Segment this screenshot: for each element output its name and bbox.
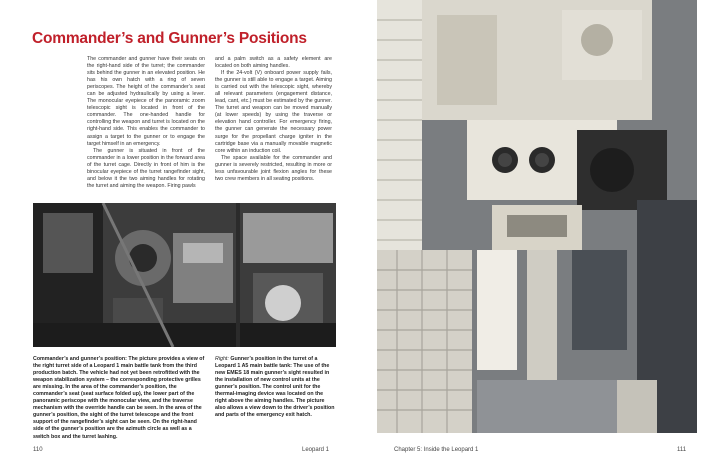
caption-lead: Right: [215, 356, 229, 362]
body-column-2 [215, 56, 332, 183]
body-column-1 [87, 56, 205, 190]
right-page-number: 111 [677, 447, 687, 453]
turret-photo-illustration [33, 203, 336, 347]
page-heading: Commander’s and Gunner’s Positions [32, 30, 307, 47]
left-photo-caption: Commander’s and gunner’s position: The picture provides a view of the right turret side of a Leopard 1 main battle tank from the third production batch. The vehicle had not yet been retrofitted with the weapon stabilization system – the corresponding protective grilles are missing. In the area of the commander’s position, the commander’s seat (seat surface folded up), the lower part of the panoramic periscope with the monocular view, and the traverse mechanism with the override handle can be seen. In the area of the gunner’s position, the sight of the turret telescope and the front support of the rangefinder’s sight can be seen. On the right-hand side of the gunner’s position are the azimuth circle as well as a switch box and the turret lashing. [33, 356, 205, 440]
body-paragraph: The space available for the commander and gunner is severely restricted, resulting in more or less unfavourable joint flexion angles for these two crew members in all seating positions. [215, 154, 332, 182]
body-paragraph: The gunner is situated in front of the commander in a lower position in the forward area of the turret cage. Directly in front of him is the binocular eyepiece of the turret rangefinder sight, and below it the two aiming handles for rotating the turret and aiming the weapon. Firing pawls [87, 147, 205, 189]
gunner-position-illustration [377, 0, 697, 433]
left-running-title: Leopard 1 [302, 447, 330, 453]
left-page-number: 110 [33, 447, 43, 453]
body-paragraph: and a palm switch as a safety element are located on both aiming handles. [215, 56, 332, 70]
right-photo-caption [215, 356, 336, 419]
gunner-position-color-photo [377, 0, 697, 433]
black-and-white-turret-photo [33, 203, 336, 347]
right-running-title: Chapter 5: Inside the Leopard 1 [394, 447, 479, 453]
body-paragraph: If the 24-volt (V) onboard power supply fails, the gunner is still able to engage a target. Aiming is carried out with the telescopic sight, whereby all relevant parameters (engagement distance, lead, cant, etc.) must be estimated by the gunner. The turret and weapon can be moved manually (at lower speeds) by using the traverse or elevation hand controller. For emergency firing, the gunner can generate the necessary power surge for the propellant charge igniter in the cartridge base via a manually movable magnetic core within an induction coil. [215, 70, 332, 154]
caption-text: Gunner’s position in the turret of a Leopard 1 A5 main battle tank: The use of the new EMES 18 main gunner’s sight resulted in the installation of new control units at the gunner’s position. The control unit for the thermal-imaging device was located on the right above the aiming handles. The picture also allows a view down to the driver’s position and parts of the emergency exit hatch. [215, 356, 335, 419]
body-paragraph: The commander and gunner have their seats on the right-hand side of the turret; the commander sits behind the gunner in an elevated position. He has his own hatch with a ring of seven periscopes. The height of the commander’s seat can be adjusted hydraulically by using a lever. The monocular eyepiece of the panoramic zoom telescopic sight is located in front of the commander. The one-handed handle for controlling the weapon and turret is located on the right-hand side. This enables the commander to assign a target to the gunner or to engage the target himself in an emergency. [87, 56, 205, 147]
